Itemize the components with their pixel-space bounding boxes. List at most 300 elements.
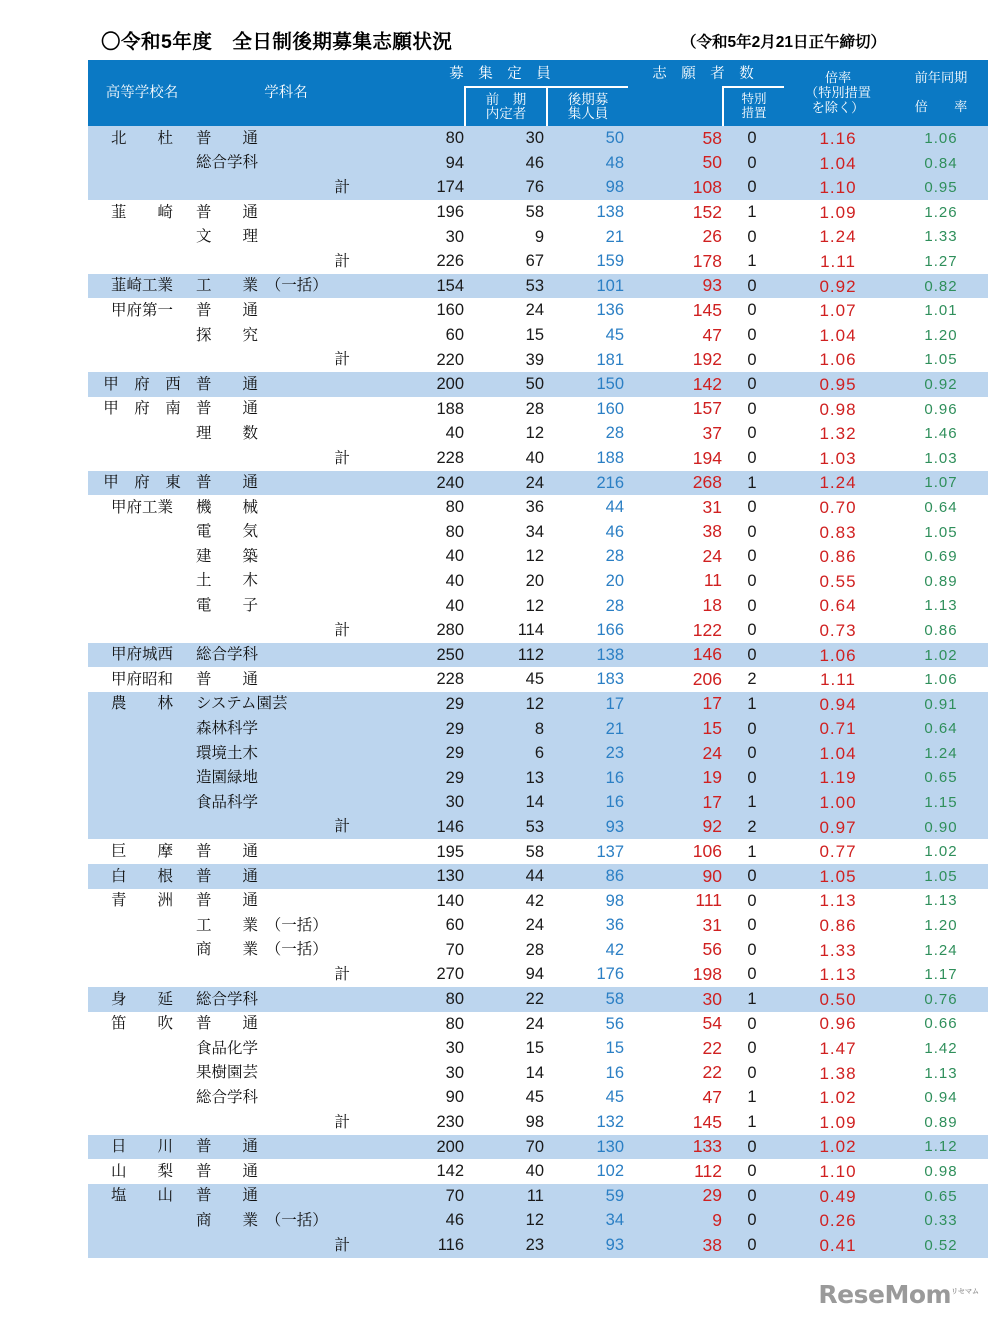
cell-prev-year-ratio: 1.15 bbox=[894, 790, 988, 815]
cell-kouki-capacity: 98 bbox=[544, 889, 624, 914]
cell-course-name: 理 数 bbox=[196, 421, 376, 446]
table-row bbox=[88, 1085, 988, 1110]
cell-applicants: 38 bbox=[624, 520, 722, 545]
cell-zenki-accepted: 15 bbox=[464, 323, 544, 348]
cell-capacity-total: 228 bbox=[376, 446, 464, 471]
cell-capacity-total: 29 bbox=[376, 741, 464, 766]
col-header-zenki-line2: 内定者 bbox=[485, 106, 527, 122]
cell-prev-year-ratio: 1.12 bbox=[894, 1135, 988, 1160]
cell-capacity-total: 195 bbox=[376, 839, 464, 864]
cell-applicants: 24 bbox=[624, 544, 722, 569]
cell-ratio: 0.71 bbox=[782, 716, 894, 741]
cell-special-measure: 0 bbox=[722, 421, 782, 446]
cell-ratio: 0.86 bbox=[782, 913, 894, 938]
cell-course-name: 普 通 bbox=[196, 667, 376, 692]
table-row bbox=[88, 225, 988, 250]
cell-course-name: 探 究 bbox=[196, 323, 376, 348]
cell-capacity-total: 70 bbox=[376, 1184, 464, 1209]
cell-applicants: 112 bbox=[624, 1159, 722, 1184]
table-row bbox=[88, 987, 988, 1012]
cell-kouki-capacity: 166 bbox=[544, 618, 624, 643]
cell-ratio: 1.03 bbox=[782, 446, 894, 471]
cell-special-measure: 0 bbox=[722, 1233, 782, 1258]
table-row bbox=[88, 544, 988, 569]
cell-zenki-accepted: 40 bbox=[464, 1159, 544, 1184]
cell-course-name: 環境土木 bbox=[196, 741, 376, 766]
cell-prev-year-ratio: 0.64 bbox=[894, 716, 988, 741]
cell-zenki-accepted: 14 bbox=[464, 790, 544, 815]
cell-capacity-total: 30 bbox=[376, 790, 464, 815]
cell-prev-year-ratio: 0.86 bbox=[894, 618, 988, 643]
cell-zenki-accepted: 76 bbox=[464, 175, 544, 200]
table-row bbox=[88, 864, 988, 889]
cell-ratio: 0.49 bbox=[782, 1184, 894, 1209]
cell-capacity-total: 188 bbox=[376, 397, 464, 422]
cell-course-name: 普 通 bbox=[196, 471, 376, 496]
cell-zenki-accepted: 46 bbox=[464, 151, 544, 176]
cell-zenki-accepted: 24 bbox=[464, 913, 544, 938]
cell-zenki-accepted: 8 bbox=[464, 716, 544, 741]
cell-kouki-capacity: 42 bbox=[544, 938, 624, 963]
cell-kouki-capacity: 136 bbox=[544, 298, 624, 323]
cell-kouki-capacity: 98 bbox=[544, 175, 624, 200]
cell-ratio: 0.86 bbox=[782, 544, 894, 569]
cell-applicants: 54 bbox=[624, 1012, 722, 1037]
cell-applicants: 11 bbox=[624, 569, 722, 594]
cell-special-measure: 0 bbox=[722, 1012, 782, 1037]
cell-zenki-accepted: 14 bbox=[464, 1061, 544, 1086]
cell-prev-year-ratio: 1.02 bbox=[894, 643, 988, 668]
cell-prev-year-ratio: 0.89 bbox=[894, 569, 988, 594]
cell-applicants: 206 bbox=[624, 667, 722, 692]
cell-zenki-accepted: 15 bbox=[464, 1036, 544, 1061]
cell-applicants: 31 bbox=[624, 913, 722, 938]
cell-prev-year-ratio: 0.89 bbox=[894, 1110, 988, 1135]
cell-ratio: 1.05 bbox=[782, 864, 894, 889]
cell-school-name bbox=[88, 249, 196, 274]
cell-prev-year-ratio: 0.66 bbox=[894, 1012, 988, 1037]
table-row bbox=[88, 766, 988, 791]
cell-kouki-capacity: 34 bbox=[544, 1208, 624, 1233]
cell-school-name bbox=[88, 938, 196, 963]
cell-course-name: 普 通 bbox=[196, 1012, 376, 1037]
table-row bbox=[88, 667, 988, 692]
cell-kouki-capacity: 21 bbox=[544, 716, 624, 741]
table-row bbox=[88, 298, 988, 323]
cell-course-name: 普 通 bbox=[196, 126, 376, 151]
cell-course-name: 総合学科 bbox=[196, 1085, 376, 1110]
cell-capacity-total: 70 bbox=[376, 938, 464, 963]
cell-kouki-capacity: 23 bbox=[544, 741, 624, 766]
cell-course-name: 普 通 bbox=[196, 864, 376, 889]
cell-applicants: 198 bbox=[624, 962, 722, 987]
cell-special-measure: 0 bbox=[722, 1135, 782, 1160]
cell-ratio: 0.73 bbox=[782, 618, 894, 643]
cell-zenki-accepted: 114 bbox=[464, 618, 544, 643]
cell-kouki-capacity: 15 bbox=[544, 1036, 624, 1061]
title-row bbox=[88, 26, 908, 56]
cell-course-name: 普 通 bbox=[196, 1159, 376, 1184]
cell-zenki-accepted: 98 bbox=[464, 1110, 544, 1135]
table-row bbox=[88, 618, 988, 643]
cell-kouki-capacity: 132 bbox=[544, 1110, 624, 1135]
cell-applicants: 50 bbox=[624, 151, 722, 176]
cell-course-name: 文 理 bbox=[196, 225, 376, 250]
cell-kouki-capacity: 160 bbox=[544, 397, 624, 422]
table-row bbox=[88, 569, 988, 594]
cell-kouki-capacity: 130 bbox=[544, 1135, 624, 1160]
cell-ratio: 1.09 bbox=[782, 1110, 894, 1135]
cell-prev-year-ratio: 1.27 bbox=[894, 249, 988, 274]
cell-kouki-capacity: 16 bbox=[544, 766, 624, 791]
cell-course-name: 電 子 bbox=[196, 594, 376, 619]
cell-special-measure: 0 bbox=[722, 766, 782, 791]
col-header-kouki-line1: 後期募 bbox=[567, 91, 609, 107]
cell-zenki-accepted: 53 bbox=[464, 815, 544, 840]
cell-course-name: 計 bbox=[196, 1110, 376, 1135]
cell-kouki-capacity: 45 bbox=[544, 323, 624, 348]
cell-school-name: 韮 崎 bbox=[88, 200, 196, 225]
cell-special-measure: 0 bbox=[722, 1159, 782, 1184]
cell-capacity-total: 142 bbox=[376, 1159, 464, 1184]
cell-prev-year-ratio: 1.26 bbox=[894, 200, 988, 225]
cell-capacity-total: 154 bbox=[376, 274, 464, 299]
cell-special-measure: 1 bbox=[722, 249, 782, 274]
cell-applicants: 92 bbox=[624, 815, 722, 840]
cell-kouki-capacity: 216 bbox=[544, 471, 624, 496]
cell-zenki-accepted: 23 bbox=[464, 1233, 544, 1258]
cell-applicants: 133 bbox=[624, 1135, 722, 1160]
cell-course-name: 工 業 （一括） bbox=[196, 913, 376, 938]
cell-zenki-accepted: 9 bbox=[464, 225, 544, 250]
cell-capacity-total: 80 bbox=[376, 987, 464, 1012]
cell-school-name: 山 梨 bbox=[88, 1159, 196, 1184]
cell-school-name bbox=[88, 741, 196, 766]
cell-special-measure: 0 bbox=[722, 274, 782, 299]
cell-applicants: 17 bbox=[624, 692, 722, 717]
cell-ratio: 1.16 bbox=[782, 126, 894, 151]
table-row bbox=[88, 1036, 988, 1061]
cell-school-name bbox=[88, 520, 196, 545]
cell-capacity-total: 230 bbox=[376, 1110, 464, 1135]
cell-course-name: 造園緑地 bbox=[196, 766, 376, 791]
cell-ratio: 1.04 bbox=[782, 151, 894, 176]
cell-prev-year-ratio: 0.65 bbox=[894, 766, 988, 791]
table-row bbox=[88, 200, 988, 225]
cell-school-name bbox=[88, 790, 196, 815]
cell-capacity-total: 200 bbox=[376, 372, 464, 397]
cell-zenki-accepted: 12 bbox=[464, 594, 544, 619]
cell-special-measure: 0 bbox=[722, 962, 782, 987]
cell-prev-year-ratio: 1.33 bbox=[894, 225, 988, 250]
cell-kouki-capacity: 59 bbox=[544, 1184, 624, 1209]
cell-school-name bbox=[88, 1208, 196, 1233]
cell-ratio: 0.26 bbox=[782, 1208, 894, 1233]
cell-capacity-total: 90 bbox=[376, 1085, 464, 1110]
cell-school-name: 韮崎工業 bbox=[88, 274, 196, 299]
cell-capacity-total: 60 bbox=[376, 323, 464, 348]
cell-applicants: 26 bbox=[624, 225, 722, 250]
cell-applicants: 58 bbox=[624, 126, 722, 151]
cell-school-name bbox=[88, 594, 196, 619]
cell-ratio: 1.38 bbox=[782, 1061, 894, 1086]
col-header-course: 学科名 bbox=[196, 60, 376, 126]
table-row bbox=[88, 323, 988, 348]
cell-course-name: 食品科学 bbox=[196, 790, 376, 815]
cell-school-name bbox=[88, 716, 196, 741]
cell-school-name: 白 根 bbox=[88, 864, 196, 889]
cell-applicants: 37 bbox=[624, 421, 722, 446]
cell-school-name: 日 川 bbox=[88, 1135, 196, 1160]
cell-prev-year-ratio: 0.91 bbox=[894, 692, 988, 717]
cell-kouki-capacity: 50 bbox=[544, 126, 624, 151]
cell-zenki-accepted: 12 bbox=[464, 421, 544, 446]
cell-course-name: システム園芸 bbox=[196, 692, 376, 717]
cell-course-name: 電 気 bbox=[196, 520, 376, 545]
table-row bbox=[88, 1184, 988, 1209]
cell-capacity-total: 80 bbox=[376, 495, 464, 520]
col-header-zenki-line1: 前 期 bbox=[485, 91, 527, 107]
cell-prev-year-ratio: 0.96 bbox=[894, 397, 988, 422]
cell-ratio: 1.11 bbox=[782, 249, 894, 274]
table-row bbox=[88, 815, 988, 840]
cell-kouki-capacity: 150 bbox=[544, 372, 624, 397]
cell-special-measure: 0 bbox=[722, 126, 782, 151]
cell-applicants: 31 bbox=[624, 495, 722, 520]
cell-kouki-capacity: 138 bbox=[544, 643, 624, 668]
cell-prev-year-ratio: 1.05 bbox=[894, 864, 988, 889]
cell-applicants: 192 bbox=[624, 348, 722, 373]
cell-course-name: 計 bbox=[196, 175, 376, 200]
cell-zenki-accepted: 50 bbox=[464, 372, 544, 397]
cell-ratio: 0.97 bbox=[782, 815, 894, 840]
cell-course-name: 計 bbox=[196, 815, 376, 840]
cell-special-measure: 0 bbox=[722, 544, 782, 569]
cell-zenki-accepted: 53 bbox=[464, 274, 544, 299]
cell-ratio: 0.77 bbox=[782, 839, 894, 864]
cell-kouki-capacity: 44 bbox=[544, 495, 624, 520]
cell-course-name: 普 通 bbox=[196, 200, 376, 225]
cell-prev-year-ratio: 1.13 bbox=[894, 594, 988, 619]
cell-ratio: 0.83 bbox=[782, 520, 894, 545]
cell-kouki-capacity: 28 bbox=[544, 544, 624, 569]
cell-ratio: 0.70 bbox=[782, 495, 894, 520]
table-row bbox=[88, 962, 988, 987]
cell-capacity-total: 116 bbox=[376, 1233, 464, 1258]
cell-capacity-total: 280 bbox=[376, 618, 464, 643]
cell-applicants: 108 bbox=[624, 175, 722, 200]
cell-zenki-accepted: 58 bbox=[464, 200, 544, 225]
cell-school-name bbox=[88, 225, 196, 250]
cell-kouki-capacity: 48 bbox=[544, 151, 624, 176]
cell-special-measure: 0 bbox=[722, 913, 782, 938]
cell-applicants: 93 bbox=[624, 274, 722, 299]
cell-applicants: 145 bbox=[624, 298, 722, 323]
cell-zenki-accepted: 12 bbox=[464, 692, 544, 717]
cell-capacity-total: 220 bbox=[376, 348, 464, 373]
cell-course-name: 普 通 bbox=[196, 889, 376, 914]
cell-school-name: 甲 府 南 bbox=[88, 397, 196, 422]
col-header-ratio bbox=[782, 60, 894, 126]
table-row bbox=[88, 1110, 988, 1135]
cell-prev-year-ratio: 0.82 bbox=[894, 274, 988, 299]
cell-ratio: 1.13 bbox=[782, 962, 894, 987]
cell-applicants: 90 bbox=[624, 864, 722, 889]
table-row bbox=[88, 348, 988, 373]
cell-special-measure: 0 bbox=[722, 643, 782, 668]
cell-zenki-accepted: 94 bbox=[464, 962, 544, 987]
cell-school-name bbox=[88, 544, 196, 569]
table-row bbox=[88, 839, 988, 864]
cell-capacity-total: 130 bbox=[376, 864, 464, 889]
cell-special-measure: 0 bbox=[722, 889, 782, 914]
col-header-special-line1: 特別 bbox=[741, 92, 767, 107]
cell-ratio: 1.06 bbox=[782, 643, 894, 668]
cell-kouki-capacity: 58 bbox=[544, 987, 624, 1012]
cell-applicants: 22 bbox=[624, 1036, 722, 1061]
cell-capacity-total: 240 bbox=[376, 471, 464, 496]
cell-zenki-accepted: 45 bbox=[464, 667, 544, 692]
col-header-school: 高等学校名 bbox=[88, 60, 196, 126]
cell-applicants: 17 bbox=[624, 790, 722, 815]
cell-capacity-total: 250 bbox=[376, 643, 464, 668]
admissions-table bbox=[88, 60, 988, 1258]
cell-special-measure: 0 bbox=[722, 1184, 782, 1209]
cell-prev-year-ratio: 0.52 bbox=[894, 1233, 988, 1258]
cell-course-name: 計 bbox=[196, 249, 376, 274]
cell-course-name: 普 通 bbox=[196, 298, 376, 323]
cell-zenki-accepted: 24 bbox=[464, 471, 544, 496]
cell-capacity-total: 80 bbox=[376, 126, 464, 151]
cell-capacity-total: 200 bbox=[376, 1135, 464, 1160]
table-row bbox=[88, 126, 988, 151]
cell-zenki-accepted: 28 bbox=[464, 938, 544, 963]
cell-course-name: 普 通 bbox=[196, 372, 376, 397]
col-header-capacity-group: 募 集 定 員 前 期 内定者 後期募 集人員 bbox=[376, 60, 624, 126]
cell-zenki-accepted: 44 bbox=[464, 864, 544, 889]
cell-prev-year-ratio: 0.94 bbox=[894, 1085, 988, 1110]
cell-applicants: 145 bbox=[624, 1110, 722, 1135]
cell-course-name: 商 業 （一括） bbox=[196, 1208, 376, 1233]
cell-kouki-capacity: 159 bbox=[544, 249, 624, 274]
table-row bbox=[88, 397, 988, 422]
cell-course-name: 計 bbox=[196, 1233, 376, 1258]
cell-zenki-accepted: 13 bbox=[464, 766, 544, 791]
cell-kouki-capacity: 101 bbox=[544, 274, 624, 299]
table-row bbox=[88, 249, 988, 274]
cell-capacity-total: 29 bbox=[376, 716, 464, 741]
cell-ratio: 1.24 bbox=[782, 471, 894, 496]
cell-special-measure: 0 bbox=[722, 175, 782, 200]
table-row bbox=[88, 151, 988, 176]
cell-prev-year-ratio: 1.03 bbox=[894, 446, 988, 471]
col-header-prev-line2: 倍 率 bbox=[914, 99, 968, 115]
cell-special-measure: 1 bbox=[722, 1085, 782, 1110]
cell-prev-year-ratio: 1.06 bbox=[894, 126, 988, 151]
col-header-ratio-line2: （特別措置 bbox=[805, 84, 871, 100]
cell-capacity-total: 94 bbox=[376, 151, 464, 176]
cell-special-measure: 0 bbox=[722, 938, 782, 963]
cell-zenki-accepted: 6 bbox=[464, 741, 544, 766]
cell-school-name bbox=[88, 1061, 196, 1086]
cell-kouki-capacity: 93 bbox=[544, 1233, 624, 1258]
cell-course-name: 工 業 （一括） bbox=[196, 274, 376, 299]
cell-ratio: 0.50 bbox=[782, 987, 894, 1012]
cell-zenki-accepted: 24 bbox=[464, 298, 544, 323]
cell-ratio: 1.02 bbox=[782, 1135, 894, 1160]
cell-ratio: 0.94 bbox=[782, 692, 894, 717]
cell-school-name bbox=[88, 569, 196, 594]
table-body bbox=[88, 126, 988, 1257]
cell-prev-year-ratio: 0.95 bbox=[894, 175, 988, 200]
cell-capacity-total: 270 bbox=[376, 962, 464, 987]
cell-prev-year-ratio: 1.01 bbox=[894, 298, 988, 323]
cell-school-name: 笛 吹 bbox=[88, 1012, 196, 1037]
cell-ratio: 1.02 bbox=[782, 1085, 894, 1110]
cell-special-measure: 1 bbox=[722, 987, 782, 1012]
cell-ratio: 1.10 bbox=[782, 1159, 894, 1184]
cell-prev-year-ratio: 1.13 bbox=[894, 1061, 988, 1086]
cell-ratio: 1.10 bbox=[782, 175, 894, 200]
cell-prev-year-ratio: 1.42 bbox=[894, 1036, 988, 1061]
cell-kouki-capacity: 28 bbox=[544, 421, 624, 446]
cell-applicants: 56 bbox=[624, 938, 722, 963]
cell-ratio: 1.09 bbox=[782, 200, 894, 225]
cell-course-name: 普 通 bbox=[196, 397, 376, 422]
col-header-applicants-group: 志 願 者 数 特別 措置 bbox=[624, 60, 782, 126]
table-row bbox=[88, 1135, 988, 1160]
cell-kouki-capacity: 16 bbox=[544, 1061, 624, 1086]
cell-special-measure: 2 bbox=[722, 815, 782, 840]
cell-zenki-accepted: 20 bbox=[464, 569, 544, 594]
cell-prev-year-ratio: 0.84 bbox=[894, 151, 988, 176]
cell-special-measure: 0 bbox=[722, 569, 782, 594]
table-row bbox=[88, 692, 988, 717]
cell-kouki-capacity: 86 bbox=[544, 864, 624, 889]
cell-ratio: 1.33 bbox=[782, 938, 894, 963]
cell-special-measure: 0 bbox=[722, 298, 782, 323]
col-header-special-line2: 措置 bbox=[741, 106, 767, 121]
cell-school-name: 甲府城西 bbox=[88, 643, 196, 668]
cell-prev-year-ratio: 0.98 bbox=[894, 1159, 988, 1184]
cell-special-measure: 0 bbox=[722, 864, 782, 889]
cell-school-name bbox=[88, 1110, 196, 1135]
cell-capacity-total: 29 bbox=[376, 766, 464, 791]
cell-school-name: 塩 山 bbox=[88, 1184, 196, 1209]
cell-course-name: 土 木 bbox=[196, 569, 376, 594]
cell-course-name: 普 通 bbox=[196, 839, 376, 864]
cell-course-name: 総合学科 bbox=[196, 151, 376, 176]
cell-special-measure: 0 bbox=[722, 741, 782, 766]
cell-capacity-total: 30 bbox=[376, 1036, 464, 1061]
cell-zenki-accepted: 28 bbox=[464, 397, 544, 422]
cell-school-name: 青 洲 bbox=[88, 889, 196, 914]
cell-school-name bbox=[88, 962, 196, 987]
table-row bbox=[88, 175, 988, 200]
cell-course-name: 計 bbox=[196, 618, 376, 643]
cell-kouki-capacity: 56 bbox=[544, 1012, 624, 1037]
cell-applicants: 22 bbox=[624, 1061, 722, 1086]
cell-ratio: 0.64 bbox=[782, 594, 894, 619]
cell-special-measure: 0 bbox=[722, 323, 782, 348]
cell-special-measure: 0 bbox=[722, 225, 782, 250]
cell-prev-year-ratio: 0.69 bbox=[894, 544, 988, 569]
cell-applicants: 122 bbox=[624, 618, 722, 643]
cell-applicants: 157 bbox=[624, 397, 722, 422]
cell-zenki-accepted: 42 bbox=[464, 889, 544, 914]
cell-capacity-total: 60 bbox=[376, 913, 464, 938]
table-row bbox=[88, 594, 988, 619]
